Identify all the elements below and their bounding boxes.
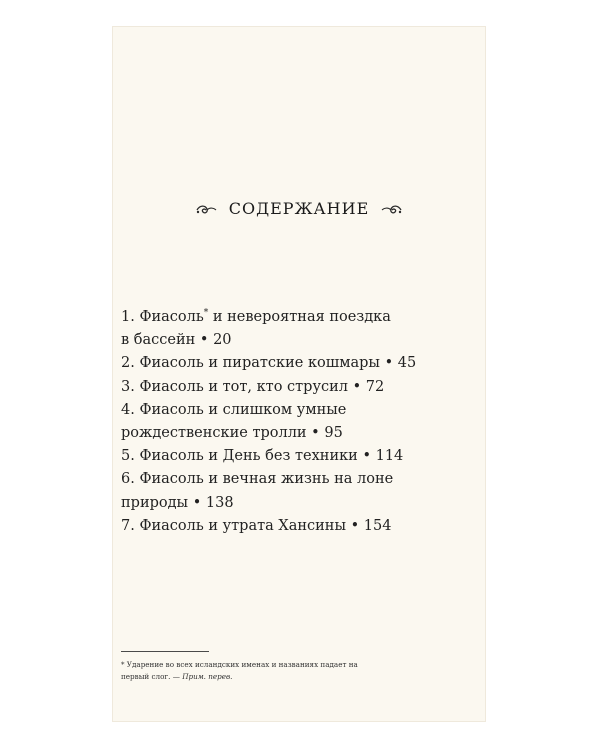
footnote-translator-note: Прим. перев. — [182, 672, 233, 681]
fleuron-left-icon — [195, 204, 217, 216]
toc-entry-1 — [121, 306, 421, 352]
footnote-marker: * — [121, 661, 125, 669]
book-page — [112, 26, 486, 722]
toc-entry-1-footnote-marker: * — [203, 308, 209, 319]
toc-entry-6-title-cont: природы • 138 — [121, 494, 234, 511]
toc-heading — [112, 199, 486, 218]
toc-list — [121, 306, 421, 538]
toc-entry-4-title-cont: рождественские тролли • 95 — [121, 425, 343, 442]
toc-entry-2: 2. Фиасоль и пиратские кошмары • 45 — [121, 355, 417, 372]
toc-title: СОДЕРЖАНИЕ — [228, 199, 370, 218]
toc-entry-3: 3. Фиасоль и тот, кто струсил • 72 — [121, 378, 385, 395]
footnote — [121, 659, 371, 682]
toc-entry-1-title-rest: и невероятная поездка — [208, 309, 391, 325]
fleuron-right-icon — [381, 204, 403, 216]
toc-entry-6-title: 6. Фиасоль и вечная жизнь на лоне — [121, 471, 394, 488]
toc-entry-5: 5. Фиасоль и День без техники • 114 — [121, 448, 404, 465]
toc-entry-4 — [121, 399, 421, 445]
footnote-text: Ударение во всех исландских именах и названиях падает на первый слог. — — [121, 660, 358, 681]
toc-entry-6 — [121, 468, 421, 514]
toc-entry-4-title: 4. Фиасоль и слишком умные — [121, 401, 347, 418]
footnote-divider — [121, 651, 209, 652]
toc-entry-7: 7. Фиасоль и утрата Хансины • 154 — [121, 517, 392, 534]
toc-entry-1-title: 1. Фиасоль — [121, 309, 204, 325]
toc-entry-1-title-cont: в бассейн • 20 — [121, 332, 232, 349]
